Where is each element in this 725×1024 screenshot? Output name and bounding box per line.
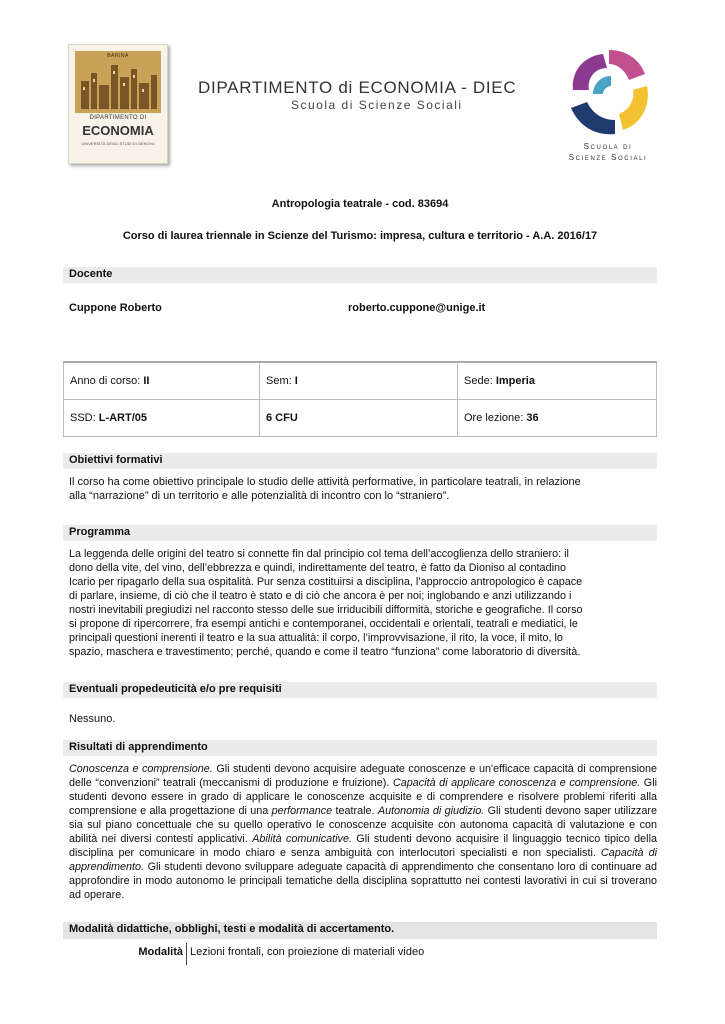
ore-value: 36 bbox=[526, 412, 539, 424]
docente-email: roberto.cuppone@unige.it bbox=[348, 302, 486, 314]
programma-line: spazio, maschera e travestimento; perché, quando e come il teatro “funziona” come laboratorio di diversità. bbox=[69, 646, 581, 658]
risultati-heading-bar bbox=[63, 740, 657, 756]
scuola-logo-text bbox=[560, 141, 656, 163]
table-row bbox=[64, 362, 657, 400]
sede-label: Sede: bbox=[464, 375, 496, 387]
modalita-label: Modalità bbox=[138, 946, 183, 958]
conoscenza-text: Gli studenti devono acquisire adeguate conoscenze e un'efficace capacità di comprensione delle “convenzioni” teatrali (meccanismi di produzione e fruizione). bbox=[69, 763, 658, 789]
cfu-cell bbox=[260, 400, 458, 437]
docente-heading: Docente bbox=[69, 268, 113, 280]
scuola-scienze-sociali-logo-icon bbox=[563, 46, 655, 138]
programma-text bbox=[69, 547, 657, 659]
city-illustration bbox=[75, 51, 161, 113]
capacita-text: Gli studenti devono essere in grado di applicare le conoscenze acquisite e di comprendere e risolvere problemi riferiti alla comprensione e alla progettazione di una bbox=[69, 777, 658, 817]
anno-value: II bbox=[143, 375, 150, 387]
apprendimento-text: Gli studenti devono sviluppare adeguate capacità di apprendimento che consentano loro di continuare ad approfondire in modo autonomo le principali tematiche della disciplina soprattutto nei contesti lavorativi in cui si troverano ad operare. bbox=[69, 861, 657, 901]
abilita-text: Gli studenti devono acquisire il linguaggio tecnico tipico della disciplina per comunicare in modo chiaro e senza ambiguità con interlocutori specialisti e non specialisti. bbox=[69, 833, 657, 859]
modalita-value: Lezioni frontali, con proiezione di materiali video bbox=[190, 946, 425, 958]
programma-line: si propone di ripercorrere, fra esempi antichi e contemporanei, occidentali e orientali, teatrali e mediatici, le bbox=[69, 618, 578, 630]
autonomia-text: Gli studenti devono saper utilizzare sia sul piano concettuale che su quello operativo le conoscenze acquisite con autonoma capacità di valutazione e con abilità nei diversi contesti applicativi. bbox=[69, 805, 658, 845]
department-subtitle: Scuola di Scienze Sociali bbox=[291, 98, 463, 112]
table-row bbox=[64, 400, 657, 437]
ssd-cell bbox=[64, 400, 260, 437]
obiettivi-line: Il corso ha come obiettivo principale lo studio delle attività performative, in particolare teatrali, in relazione bbox=[69, 476, 581, 488]
modalita-heading: Modalità didattiche, obblighi, testi e modalità di accertamento. bbox=[69, 923, 395, 935]
city-skyline-icon bbox=[75, 51, 161, 113]
logo-foot-text: UNIVERSITÀ DEGLI STUDI DI GENOVA bbox=[81, 141, 155, 146]
autonomia-label: Autonomia di giudizio. bbox=[377, 805, 485, 817]
programma-line: principali questioni inerenti il teatro e la sua attualità: il corpo, l’improvvisazione, il rito, la voce, il mito, lo bbox=[69, 632, 563, 644]
course-title: Antropologia teatrale - cod. 83694 bbox=[271, 198, 449, 210]
scuola-line-2: Scienze Sociali bbox=[568, 153, 648, 162]
sem-value: I bbox=[294, 375, 298, 387]
programma-line: nostri inevitabili pregiudizi nel racconto stesso delle sue irriducibili difformità, storiche e geografiche. Il corso bbox=[69, 604, 583, 616]
apprendimento-label: Capacità di apprendimento. bbox=[69, 847, 657, 873]
propedeuticita-heading: Eventuali propedeuticità e/o pre requisiti bbox=[69, 683, 282, 695]
conoscenza-label: Conoscenza e comprensione. bbox=[69, 763, 213, 775]
capacita-label: Capacità di applicare conoscenza e comprensione. bbox=[392, 777, 641, 789]
docente-heading-bar bbox=[63, 267, 657, 283]
cfu-value: 6 CFU bbox=[266, 412, 298, 424]
programma-line: La leggenda delle origini del teatro si connette fin dal principio col tema dell’accoglienza dello straniero: il bbox=[69, 548, 569, 560]
course-program: Corso di laurea triennale in Scienze del Turismo: impresa, cultura e territorio - A.A. 2016/17 bbox=[122, 230, 598, 242]
obiettivi-text bbox=[69, 475, 657, 503]
risultati-text bbox=[69, 762, 657, 902]
docente-name: Cuppone Roberto bbox=[69, 302, 162, 314]
ssd-value: L-ART/05 bbox=[98, 412, 148, 424]
modalita-heading-bar bbox=[63, 922, 657, 939]
modalita-divider bbox=[186, 943, 187, 965]
anno-cell bbox=[64, 362, 260, 400]
programma-line: di parlare, insieme, di ciò che il teatro è stato e di ciò che ancora è per noi; inglobando e anzi utilizzando i bbox=[69, 590, 572, 602]
dipartimento-logo bbox=[68, 44, 168, 164]
department-title: DIPARTIMENTO di ECONOMIA - DIEC bbox=[198, 78, 517, 97]
programma-line: dono della vite, del vino, dell’ebbrezza e quindi, indirettamente del teatro, è fatto da Dioniso al contadino bbox=[69, 562, 566, 574]
ore-label: Ore lezione: bbox=[464, 412, 527, 424]
ssd-label: SSD: bbox=[70, 412, 99, 424]
propedeuticita-text: Nessuno. bbox=[69, 713, 116, 725]
anno-label: Anno di corso: bbox=[70, 375, 144, 387]
propedeuticita-heading-bar bbox=[63, 682, 657, 698]
logo-main-text: ECONOMIA bbox=[82, 123, 154, 138]
obiettivi-line: alla “narrazione” di un territorio e alle potenzialità di incontro con lo “straniero”. bbox=[69, 490, 450, 502]
programma-heading: Programma bbox=[69, 526, 131, 538]
scuola-line-1: Scuola di bbox=[583, 142, 633, 151]
sem-label: Sem: bbox=[266, 375, 295, 387]
risultati-heading: Risultati di apprendimento bbox=[69, 741, 208, 753]
sede-value: Imperia bbox=[495, 375, 535, 387]
obiettivi-heading: Obiettivi formativi bbox=[69, 454, 163, 466]
sede-cell bbox=[458, 362, 657, 400]
logo-top-label: BARINA bbox=[107, 53, 129, 59]
ore-cell bbox=[458, 400, 657, 437]
logo-subtitle: DIPARTIMENTO DI bbox=[89, 115, 147, 121]
obiettivi-heading-bar bbox=[63, 453, 657, 469]
performance-word: performance bbox=[271, 805, 333, 817]
programma-line: Icario per ripagarlo della sua ospitalità. Pur senza costituirsi a disciplina, l’approccio antropologico è capace bbox=[69, 576, 583, 588]
course-info-table bbox=[63, 361, 657, 437]
abilita-label: Abilità comunicative. bbox=[252, 833, 352, 845]
capacita-text-2: teatrale. bbox=[332, 805, 378, 817]
programma-heading-bar bbox=[63, 525, 657, 541]
sem-cell bbox=[260, 362, 458, 400]
